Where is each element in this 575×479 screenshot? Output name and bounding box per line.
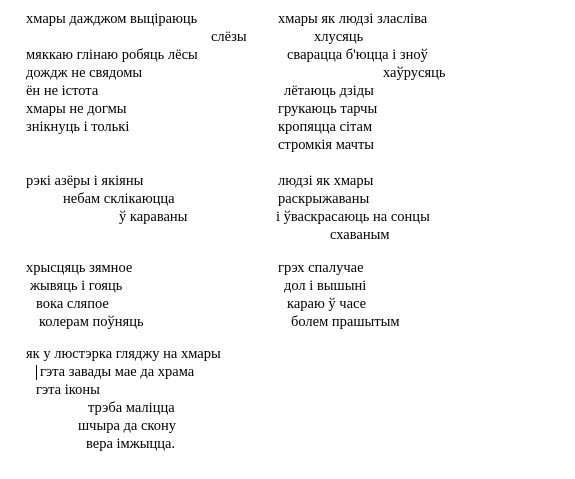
- poem-line: раскрыжаваны: [278, 191, 370, 207]
- poem-line: і ўваскрасаюць на сонцы: [276, 209, 430, 225]
- poem-line: гэта завады мае да храма: [40, 364, 195, 380]
- poem-line: мяккаю глінаю робяць лёсы: [26, 47, 198, 63]
- poem-line: людзі як хмары: [278, 173, 374, 189]
- poem-line: гэта іконы: [36, 382, 100, 398]
- poem-line: хаўрусяць: [383, 65, 446, 81]
- poem-line: колерам поўняць: [39, 314, 144, 330]
- poem-line: ён не істота: [26, 83, 99, 99]
- poem-line: трэба маліцца: [88, 400, 175, 416]
- text-cursor: [36, 365, 37, 380]
- poem-line: караю ў часе: [287, 296, 367, 312]
- poem-line: дол і вышыні: [284, 278, 367, 294]
- poem-line: вера імжыцца.: [86, 436, 176, 452]
- poem-line: грукаюць тарчы: [278, 101, 378, 117]
- poem-line: хмары не догмы: [26, 101, 127, 117]
- poem-line: знікнуць і толькі: [26, 119, 130, 135]
- poem-line: стромкія мачты: [278, 137, 375, 153]
- poem-line: кропяцца сітам: [278, 119, 373, 135]
- poem-line: небам склікаюцца: [63, 191, 175, 207]
- poem-line: хмары дажджом выціраюць: [26, 11, 198, 27]
- poem-line: болем прашытым: [291, 314, 400, 330]
- poem-line: схаваным: [330, 227, 390, 243]
- poem-line: шчыра да скону: [78, 418, 176, 434]
- poem-line: грэх спалучае: [278, 260, 364, 276]
- poem-line: дождж не свядомы: [26, 65, 143, 81]
- poem-line: хлусяць: [314, 29, 364, 45]
- poem-line: хмары як людзі зласліва: [278, 11, 428, 27]
- poem-line: як у люстэрка гляджу на хмары: [26, 346, 221, 362]
- poem-line: вока сляпое: [36, 296, 109, 312]
- poem-line: рэкі азёры і якіяны: [26, 173, 144, 189]
- poem-line: жывяць і гояць: [30, 278, 123, 294]
- poem-line: ў караваны: [119, 209, 188, 225]
- poem-line: хрысцяць зямное: [26, 260, 133, 276]
- poem-line: сварацца б'юцца і зноў: [287, 47, 428, 63]
- poem-line: слёзы: [211, 29, 247, 45]
- poem-line: лётаюць дзіды: [284, 83, 374, 99]
